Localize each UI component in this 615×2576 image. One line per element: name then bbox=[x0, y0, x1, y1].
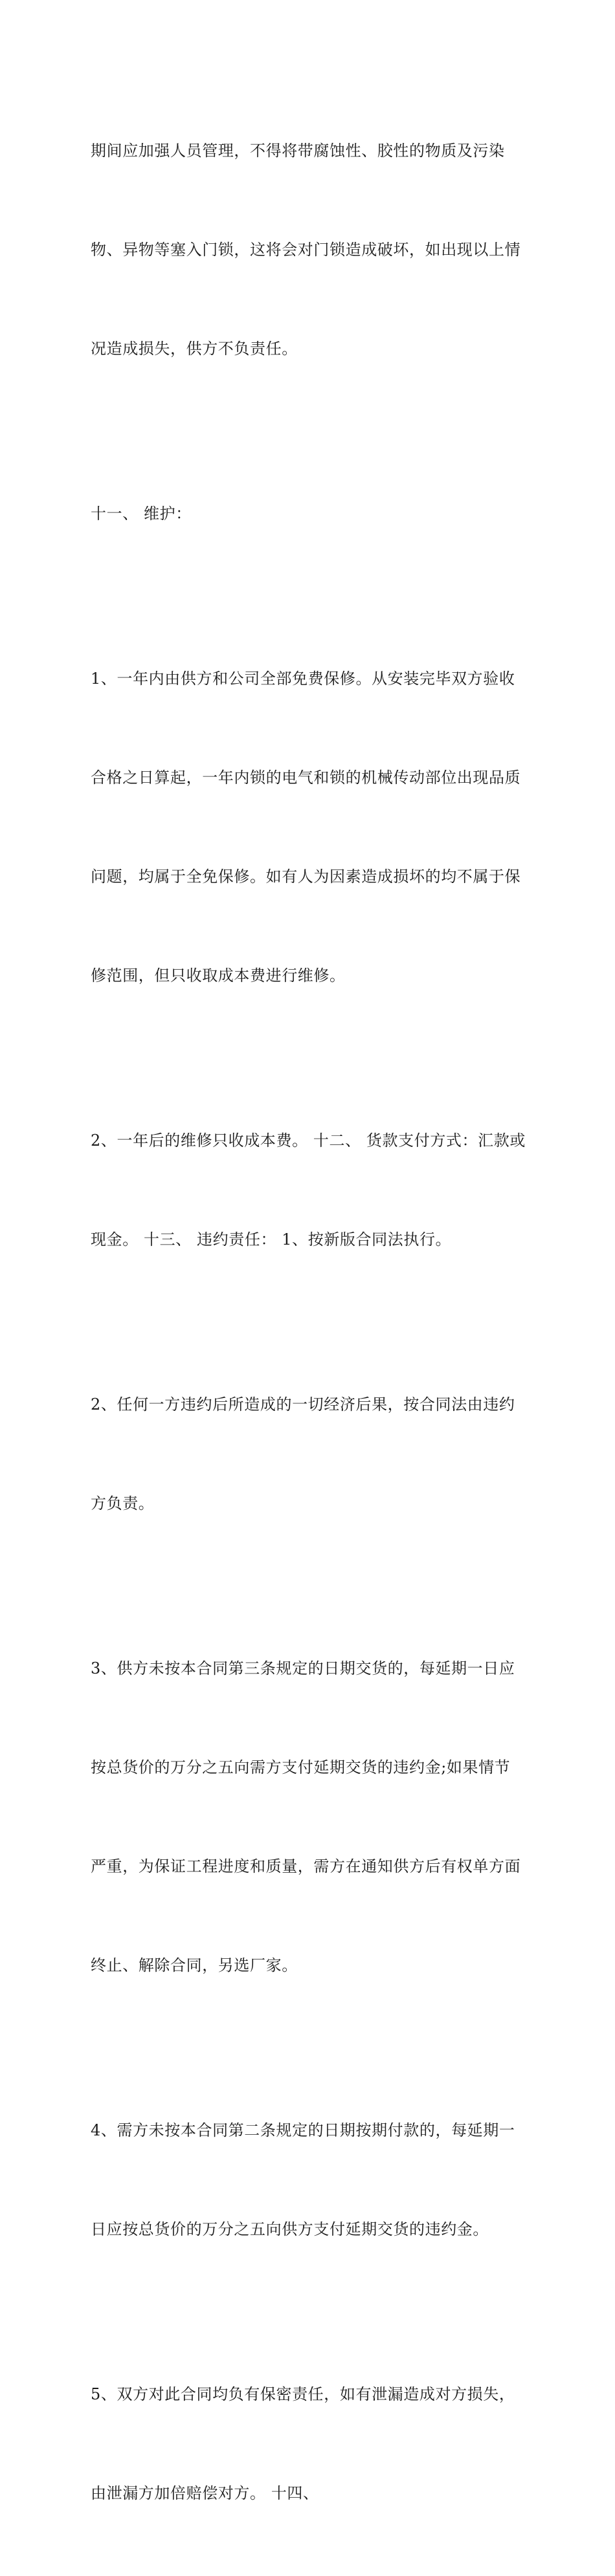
text-line: 物、异物等塞入门锁，这将会对门锁造成破坏，如出现以上情 bbox=[91, 241, 521, 259]
text-line: 4、需方未按本合同第二条规定的日期按期付款的，每延期一 bbox=[91, 2121, 515, 2139]
text-line: 3、供方未按本合同第三条规定的日期交货的，每延期一日应 bbox=[91, 1659, 515, 1677]
text-line: 修范围，但只收取成本费进行维修。 bbox=[91, 966, 346, 985]
section-heading-maintenance bbox=[91, 431, 531, 596]
text-line: 严重，为保证工程进度和质量，需方在通知供方后有权单方面 bbox=[91, 1857, 521, 1875]
clause-4-late-payment bbox=[91, 2048, 531, 2312]
text-line: 现金。 十三、 违约责任： 1、按新版合同法执行。 bbox=[91, 1230, 452, 1249]
text-line: 十一、 维护： bbox=[91, 505, 192, 523]
text-line: 方负责。 bbox=[91, 1494, 155, 1512]
text-line: 2、一年后的维修只收成本费。 十二、 货款支付方式：汇款或 bbox=[91, 1131, 526, 1150]
text-line: 5、双方对此合同均负有保密责任，如有泄漏造成对方损失， bbox=[91, 2385, 515, 2403]
clause-5-confidentiality bbox=[91, 2312, 531, 2576]
text-line: 由泄漏方加倍赔偿对方。 十四、 bbox=[91, 2484, 319, 2502]
text-line: 期间应加强人员管理，不得将带腐蚀性、胶性的物质及污染 bbox=[91, 142, 505, 160]
text-line: 合格之日算起，一年内锁的电气和锁的机械传动部位出现品质 bbox=[91, 769, 521, 787]
text-line: 终止、解除合同，另选厂家。 bbox=[91, 1956, 298, 1974]
document-body bbox=[91, 69, 531, 2576]
text-line: 按总货价的万分之五向需方支付延期交货的违约金;如果情节 bbox=[91, 1758, 511, 1776]
clause-2-breach-consequences bbox=[91, 1322, 531, 1586]
clause-2-payment-liability bbox=[91, 1058, 531, 1322]
text-line: 1、一年内由供方和公司全部免费保修。从安装完毕双方验收 bbox=[91, 670, 515, 688]
text-line: 问题，均属于全免保修。如有人为因素造成损坏的均不属于保 bbox=[91, 868, 521, 886]
clause-3-late-delivery bbox=[91, 1586, 531, 2048]
clause-1-warranty bbox=[91, 596, 531, 1058]
text-line: 2、任何一方违约后所造成的一切经济后果，按合同法由违约 bbox=[91, 1395, 515, 1414]
text-line: 况造成损失，供方不负责任。 bbox=[91, 340, 298, 358]
paragraph-door-lock-caution bbox=[91, 69, 531, 431]
text-line: 日应按总货价的万分之五向供方支付延期交货的违约金。 bbox=[91, 2220, 489, 2238]
